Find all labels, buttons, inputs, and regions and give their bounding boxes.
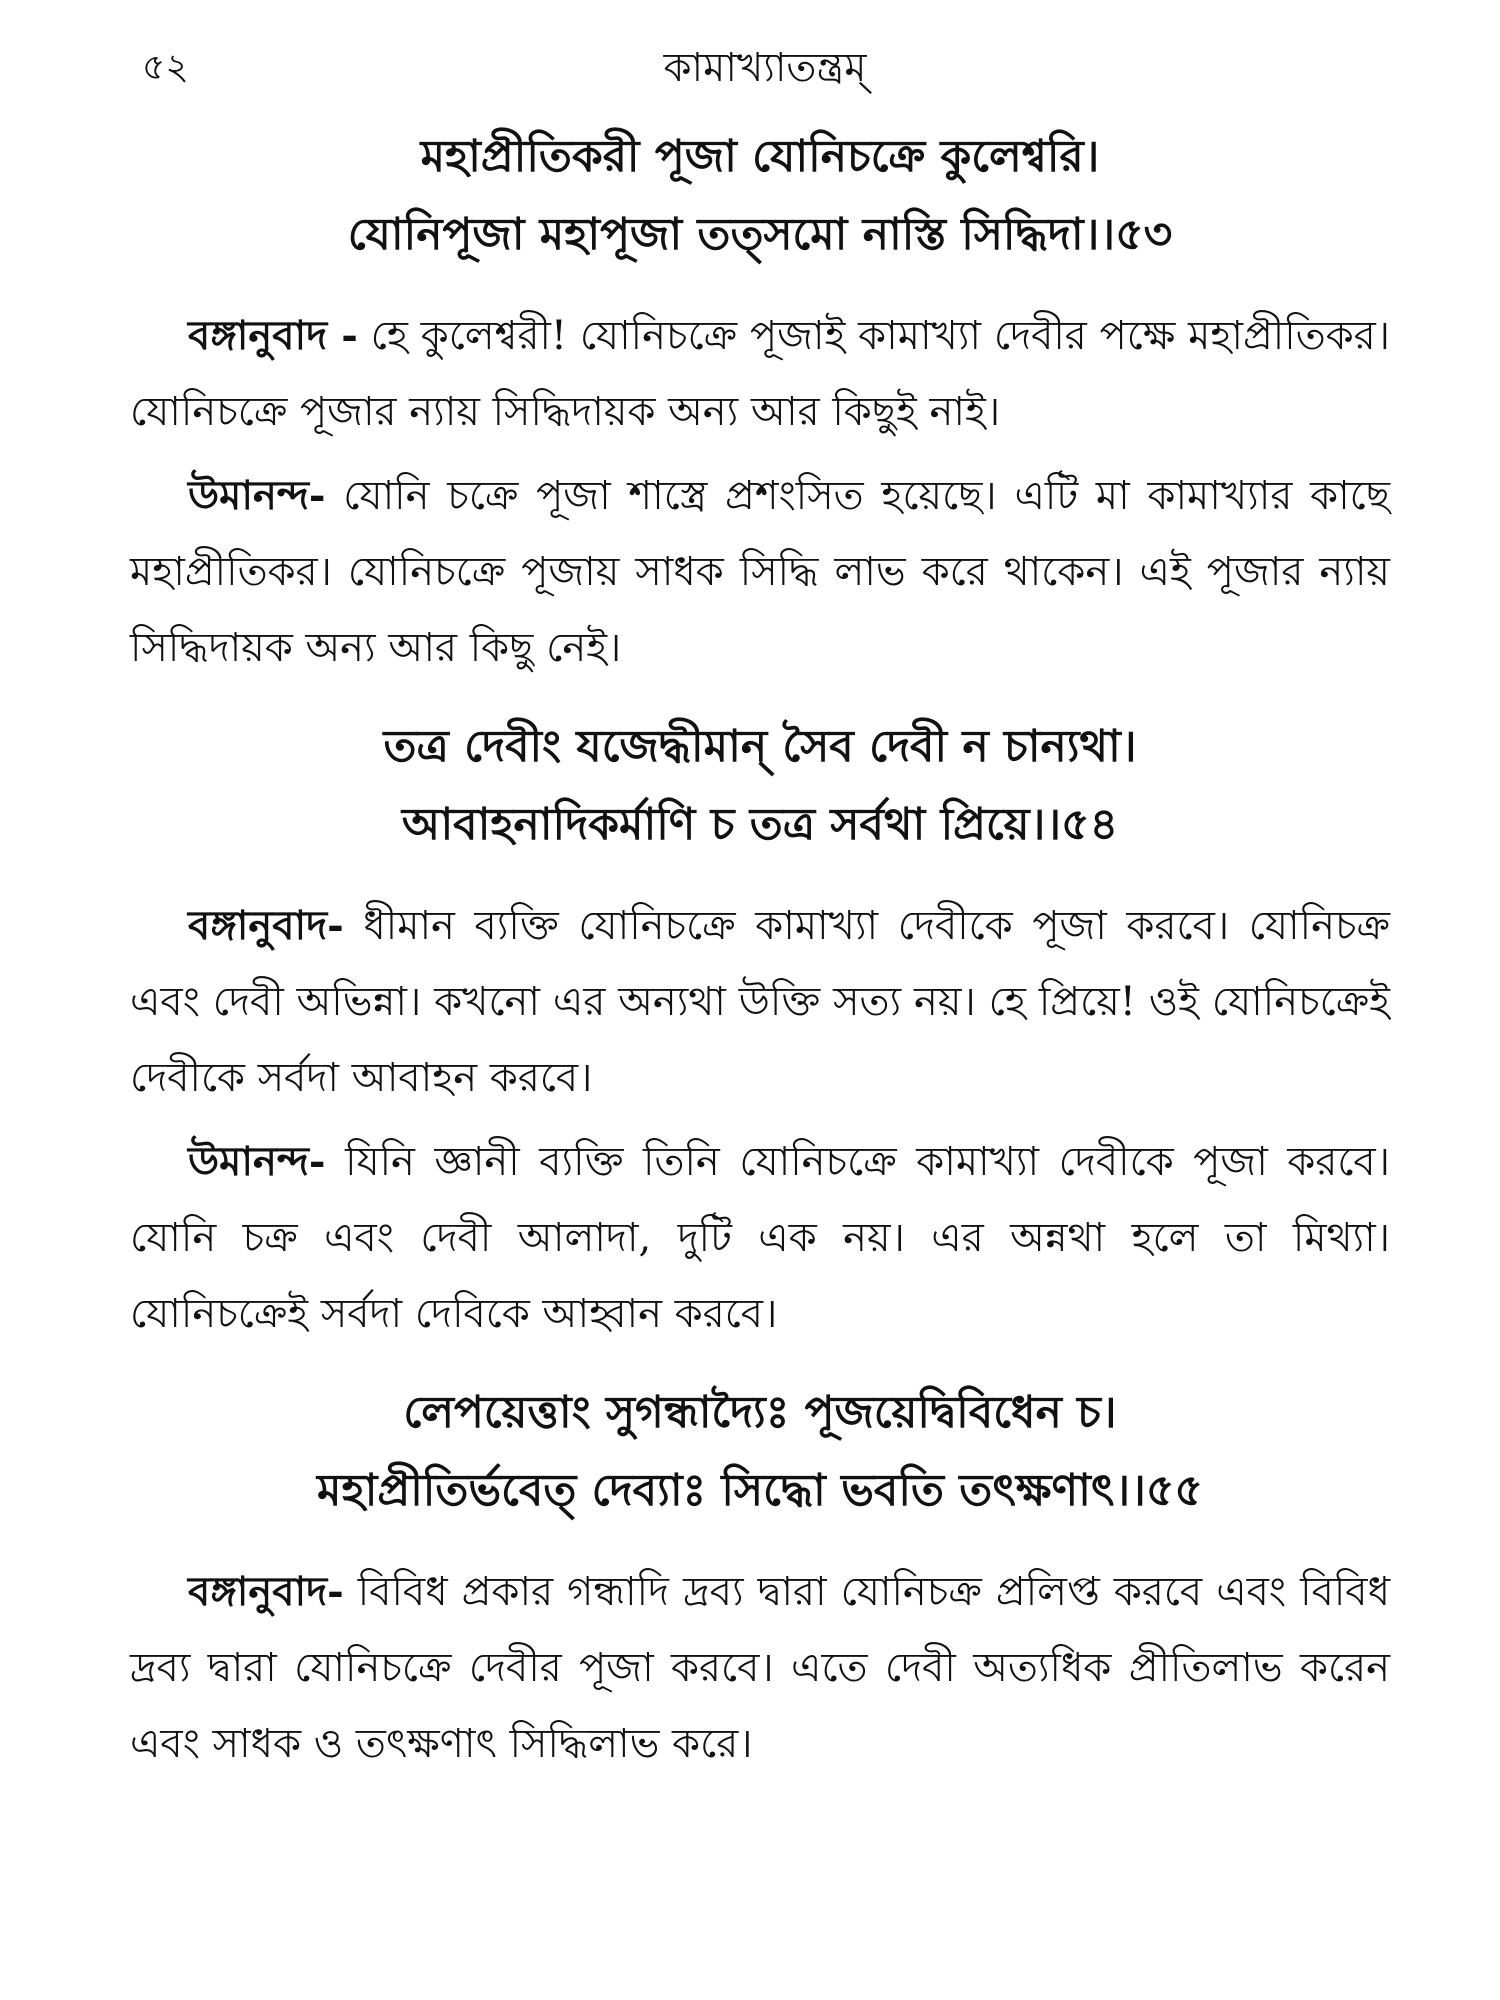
bengali-translation-text: হে কুলেশ্বরী! যোনিচক্রে পূজাই কামাখ্যা দেবীর পক্ষে মহাপ্রীতিকর। যোনিচক্রে পূজার ন্যায় সিদ্ধিদায়ক অন্য আর কিছুই নাই।: [130, 313, 1391, 435]
verse-line: আবাহনাদিকর্মাণি চ তত্র সর্বথা প্রিয়ে।।৫৪: [401, 799, 1119, 850]
bengali-translation-label: বঙ্গানুবাদ -: [188, 312, 358, 359]
verse-line: লেপয়েত্তাং সুগন্ধাদ্যৈঃ পূজয়েদ্বিবিধেন চ।: [403, 1387, 1117, 1438]
verse-line: মহাপ্রীতিকরী পূজা যোনিচক্রে কুলেশ্বরি।: [420, 131, 1100, 182]
verse-line: মহাপ্রীতির্ভবেত্ দেব্যাঃ সিদ্ধো ভবতি তৎক্ষণাৎ।।৫৫: [317, 1465, 1203, 1516]
bengali-translation-text: ধীমান ব্যক্তি যোনিচক্রে কামাখ্যা দেবীকে পূজা করবে। যোনিচক্র এবং দেবী অভিন্না। কখনো এর অন্যথা উক্তি সত্য নয়। হে প্রিয়ে! ওই যোনিচক্রেই দেবীকে সর্বদা আবাহন করবে।: [130, 903, 1390, 1101]
bengali-translation-paragraph: [130, 1554, 1390, 1782]
verse-55: [130, 1374, 1390, 1530]
umananda-text: যিনি জ্ঞানী ব্যক্তি তিনি যোনিচক্রে কামাখ্যা দেবীকে পূজা করবে। যোনি চক্র এবং দেবী আলাদা, দুটি এক নয়। এর অন্নথা হলে তা মিথ্যা। যোনিচক্রেই সর্বদা দেবিকে আহ্বান করবে।: [130, 1139, 1390, 1337]
page-content: [130, 118, 1390, 1790]
bengali-translation-label: বঙ্গানুবাদ-: [188, 1568, 344, 1615]
umananda-label: উমানন্দ-: [188, 1138, 326, 1185]
umananda-commentary-paragraph: [130, 1124, 1390, 1352]
umananda-commentary-paragraph: [130, 458, 1390, 686]
verse-54: [130, 708, 1390, 864]
bengali-translation-text: বিবিধ প্রকার গন্ধাদি দ্রব্য দ্বারা যোনিচক্র প্রলিপ্ত করবে এবং বিবিধ দ্রব্য দ্বারা যোনিচক্রে দেবীর পূজা করবে। এতে দেবী অত্যধিক প্রীতিলাভ করেন এবং সাধক ও তৎক্ষণাৎ সিদ্ধিলাভ করে।: [130, 1569, 1390, 1767]
verse-53: [130, 118, 1390, 274]
bengali-translation-label: বঙ্গানুবাদ-: [188, 902, 344, 949]
bengali-translation-paragraph: [130, 888, 1390, 1116]
umananda-label: উমানন্দ-: [188, 472, 326, 519]
verse-line: যোনিপূজা মহাপূজা তত্সমো নাস্তি সিদ্ধিদা।।৫৩: [347, 209, 1173, 260]
bengali-translation-paragraph: [130, 298, 1390, 450]
running-header: [130, 38, 1400, 98]
book-title: কামাখ্যাতন্ত্রম্: [663, 45, 867, 91]
verse-line: তত্র দেবীং যজেদ্ধীমান্ সৈব দেবী ন চান্যথা।: [383, 721, 1137, 772]
page-number: ৫২: [142, 47, 189, 88]
umananda-text: যোনি চক্রে পূজা শাস্ত্রে প্রশংসিত হয়েছে। এটি মা কামাখ্যার কাছে মহাপ্রীতিকর। যোনিচক্রে পূজায় সাধক সিদ্ধি লাভ করে থাকেন। এই পূজার ন্যায় সিদ্ধিদায়ক অন্য আর কিছু নেই।: [130, 473, 1390, 671]
